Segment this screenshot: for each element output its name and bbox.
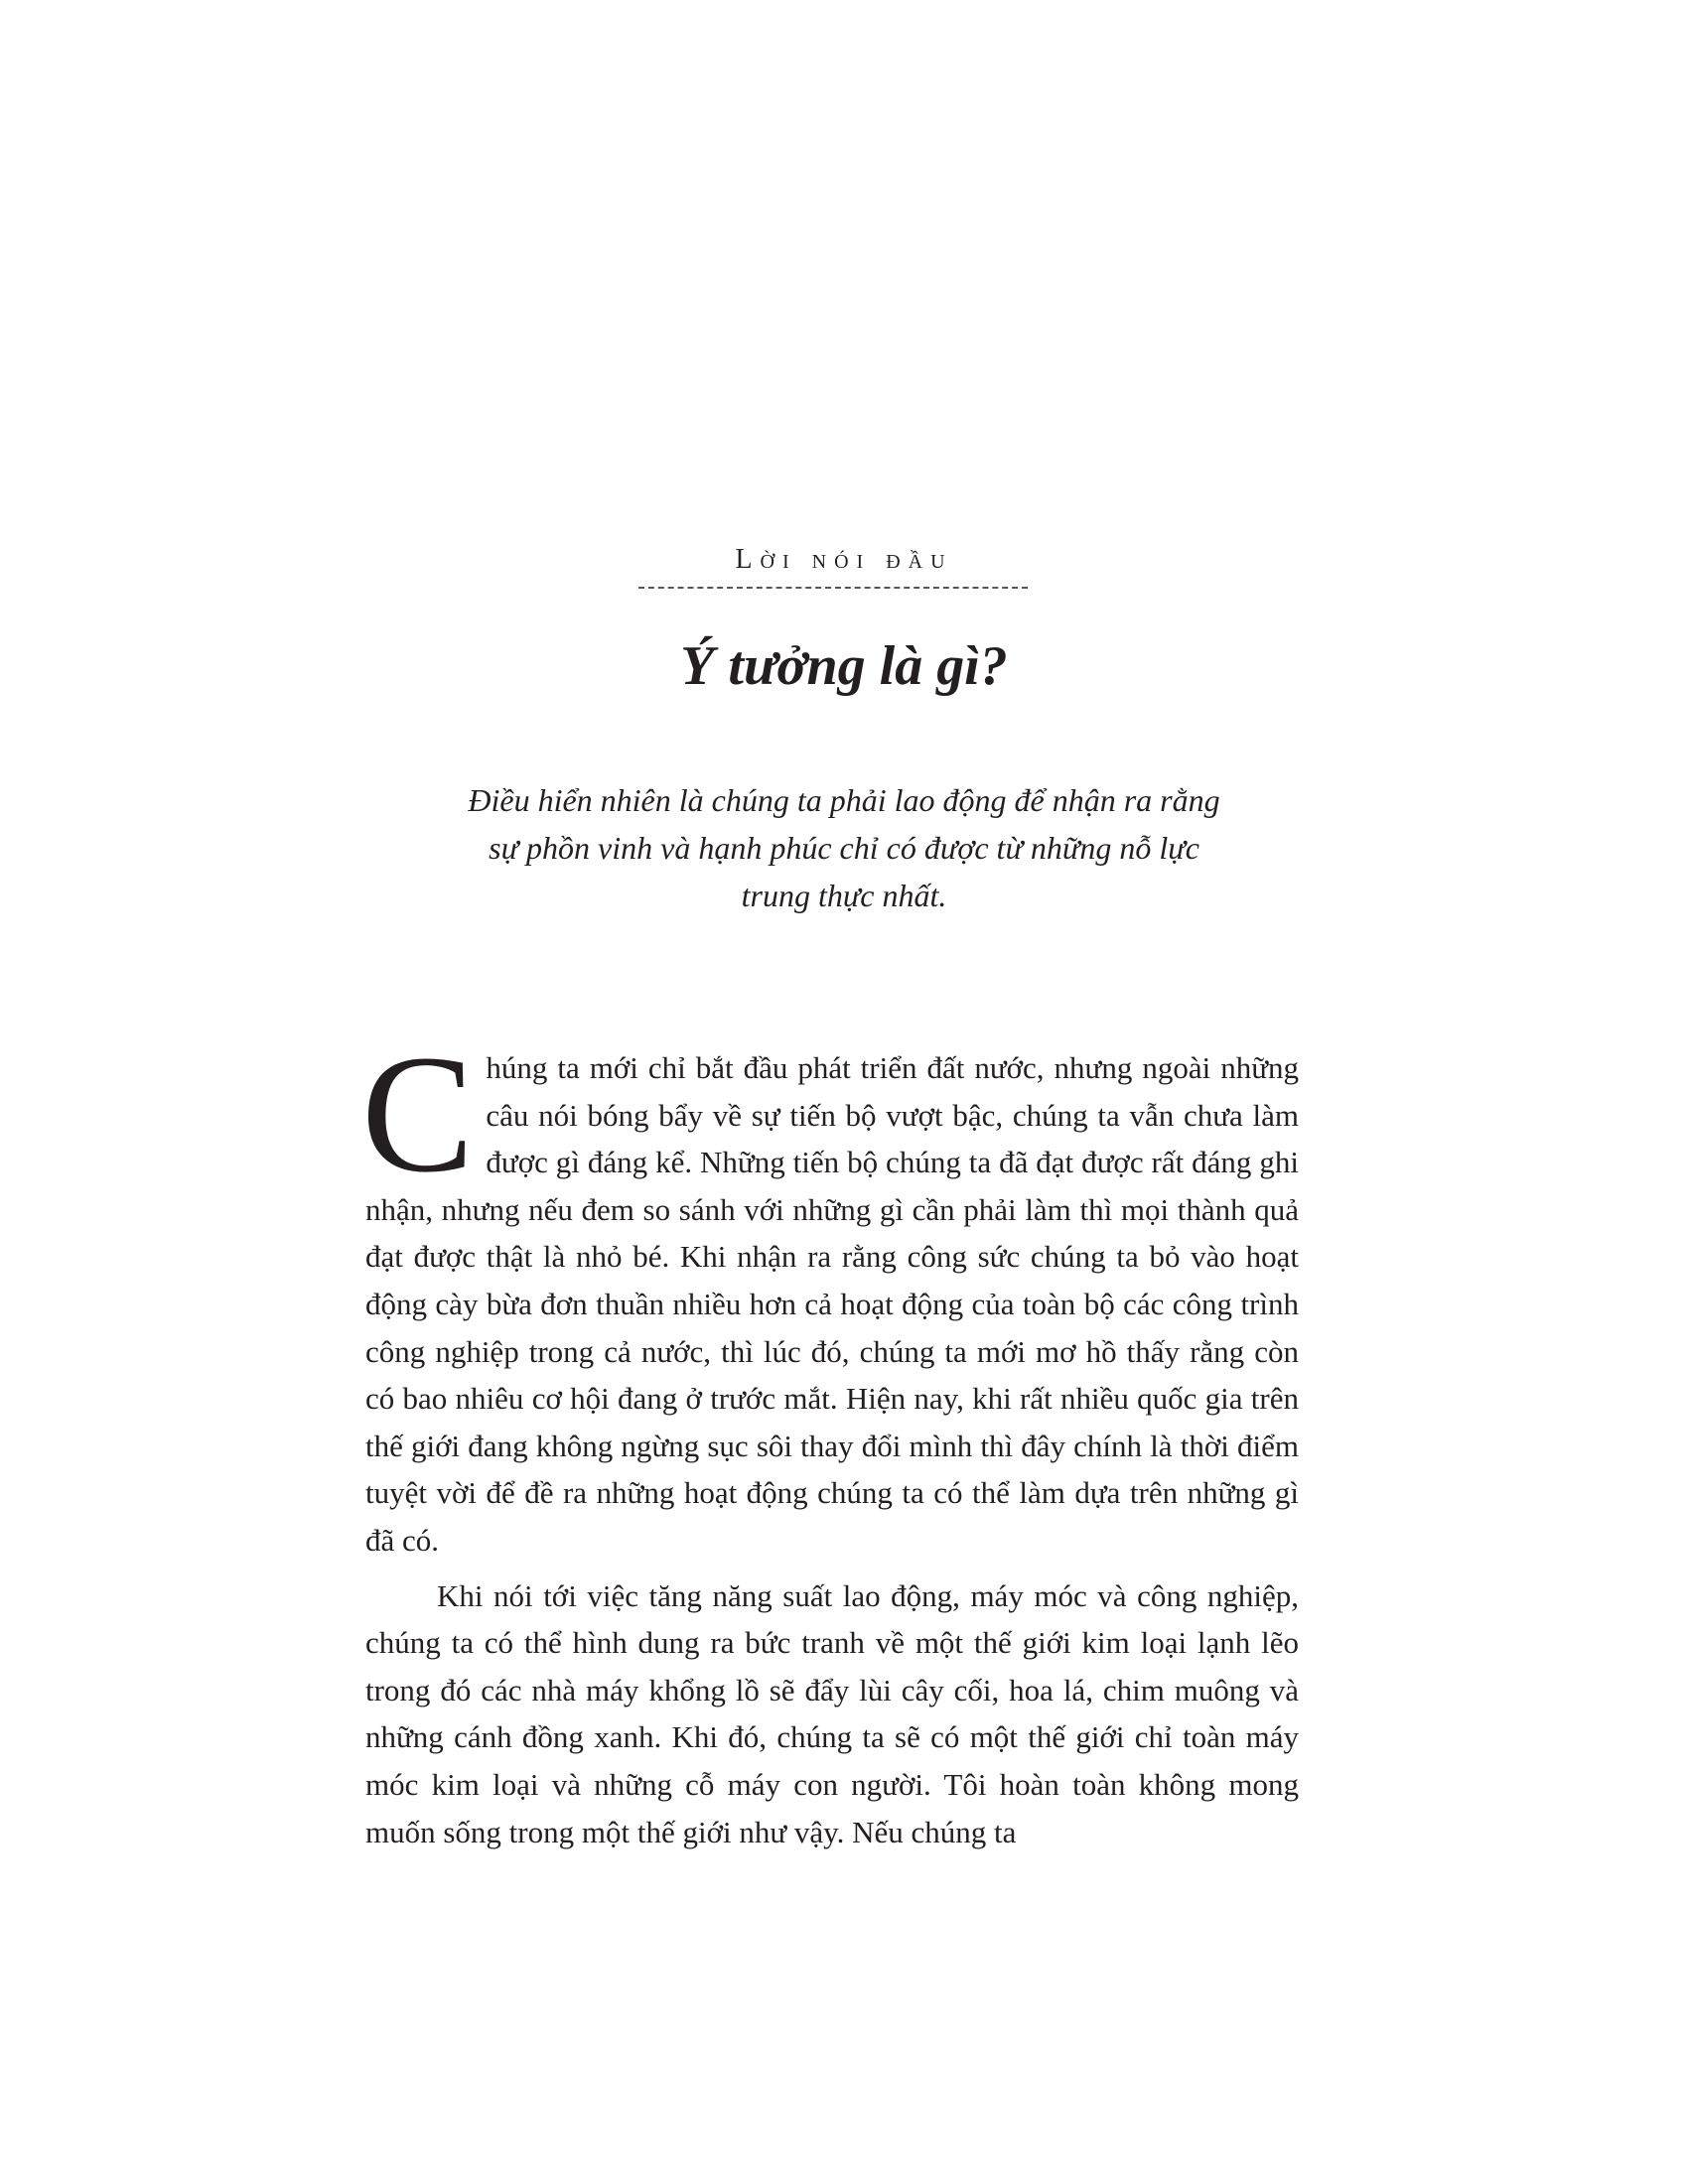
chapter-title: Ý tưởng là gì?	[680, 635, 1008, 697]
paragraph-1	[361, 1021, 1299, 1565]
section-label: Lời nói đầu	[735, 544, 953, 575]
body-text	[361, 1021, 1299, 1863]
epigraph-line: Điều hiển nhiên là chúng ta phải lao động để nhận ra rằng	[468, 782, 1220, 818]
paragraph-2: Khi nói tới việc tăng năng suất lao động, máy móc và công nghiệp, chúng ta có thể hình dung ra bức tranh về một thế giới kim loại lạnh lẽo trong đó các nhà máy khổng lồ sẽ đẩy lùi cây cối, hoa lá, chim muông và những cánh đồng xanh. Khi đó, chúng ta sẽ có một thế giới chỉ toàn máy móc kim loại và những cỗ máy con người. Tôi hoàn toàn không mong muốn sống trong một thế giới như vậy. Nếu chúng ta	[365, 1577, 1299, 1849]
epigraph-line: sự phồn vinh và hạnh phúc chỉ có được từ những nỗ lực	[489, 830, 1199, 866]
section-divider	[638, 587, 1028, 589]
paragraph-1-text: húng ta mới chỉ bắt đầu phát triển đất nước, nhưng ngoài những câu nói bóng bẩy về sự tiến bộ vượt bậc, chúng ta vẫn chưa làm được gì đáng kể. Những tiến bộ chúng ta đã đạt được rất đáng ghi nhận, nhưng nếu đem so sánh với những gì cần phải làm thì mọi thành quả đạt được thật là nhỏ bé. Khi nhận ra rằng công sức chúng ta bỏ vào hoạt động cày bừa đơn thuần nhiều hơn cả hoạt động của toàn bộ các công trình công nghiệp trong cả nước, thì lúc đó, chúng ta mới mơ hồ thấy rằng còn có bao nhiêu cơ hội đang ở trước mắt. Hiện nay, khi rất nhiều quốc gia trên thế giới đang không ngừng sục sôi thay đổi mình thì đây chính là thời điểm tuyệt vời để đề ra những hoạt động chúng ta có thể làm dựa trên những gì đã có.	[365, 1050, 1299, 1558]
drop-cap: C	[361, 1021, 475, 1207]
epigraph	[357, 776, 1331, 919]
epigraph-line: trung thực nhất.	[741, 878, 947, 913]
